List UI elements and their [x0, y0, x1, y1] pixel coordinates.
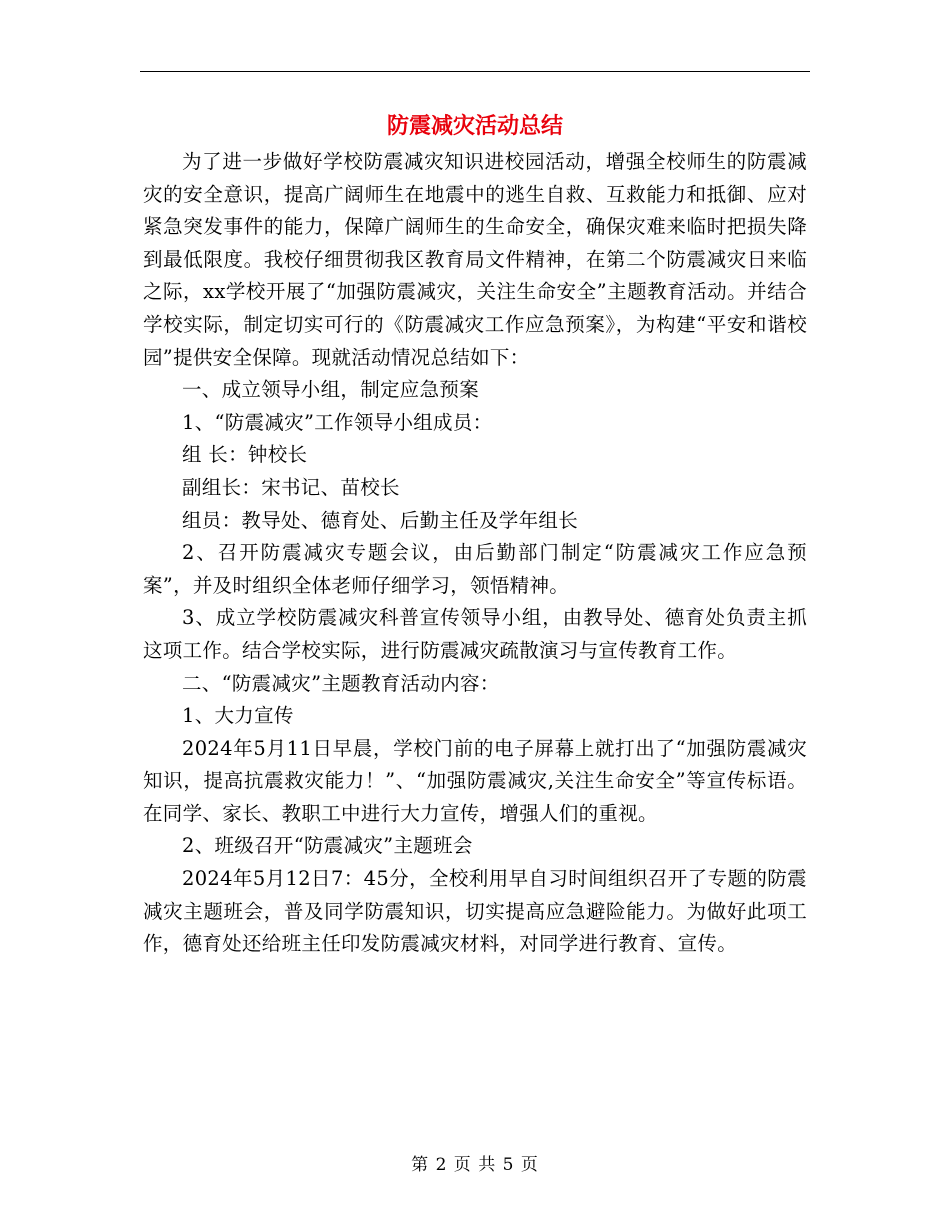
paragraph-item: 2、班级召开“防震减灾”主题班会	[182, 834, 473, 858]
paragraph-item: 组 长：钟校长	[182, 443, 308, 467]
header-rule	[140, 71, 810, 72]
paragraph-item: 2024年5月11日早晨，学校门前的电子屏幕上就打出了“加强防震减灾知识，提高抗震救灾能力！”、“加强防震减灾,关注生命安全”等宣传标语。在同学、家长、教职工中进行大力宣传，增强人们的重视。	[143, 736, 807, 825]
paragraph-item: 2、召开防震减灾专题会议，由后勤部门制定“防震减灾工作应急预案”，并及时组织全体老师仔细学习，领悟精神。	[143, 541, 807, 597]
paragraph-item: 2024年5月12日7：45分，全校利用早自习时间组织召开了专题的防震减灾主题班会，普及同学防震知识，切实提高应急避险能力。为做好此项工作，德育处还给班主任印发防震减灾材料，对同学进行教育、宣传。	[143, 867, 807, 956]
document-title: 防震减灾活动总结	[386, 113, 563, 139]
paragraph-item: 1、大力宣传	[182, 704, 294, 728]
document-body	[143, 146, 807, 961]
section-heading-2: 二、“防震减灾”主题教育活动内容：	[182, 671, 500, 695]
paragraph-item: 1、“防震减灾”工作领导小组成员：	[182, 410, 493, 434]
section-heading-1: 一、成立领导小组，制定应急预案	[182, 378, 480, 402]
paragraph-item: 组员：教导处、德育处、后勤主任及学年组长	[182, 508, 579, 532]
page-number: 第 2 页 共 5 页	[411, 1155, 539, 1175]
paragraph-intro: 为了进一步做好学校防震减灾知识进校园活动，增强全校师生的防震减灾的安全意识，提高广阔师生在地震中的逃生自救、互救能力和抵御、应对紧急突发事件的能力，保障广阔师生的生命安全，确保灾难来临时把损失降到最低限度。我校仔细贯彻我区教育局文件精神，在第二个防震减灾日来临之际，xx学校开展了“加强防震减灾，关注生命安全”主题教育活动。并结合学校实际，制定切实可行的《防震减灾工作应急预案》，为构建“平安和谐校园”提供安全保障。现就活动情况总结如下：	[143, 150, 807, 369]
paragraph-item: 副组长：宋书记、苗校长	[182, 475, 400, 499]
paragraph-item: 3、成立学校防震减灾科普宣传领导小组，由教导处、德育处负责主抓这项工作。结合学校实际，进行防震减灾疏散演习与宣传教育工作。	[143, 606, 807, 662]
